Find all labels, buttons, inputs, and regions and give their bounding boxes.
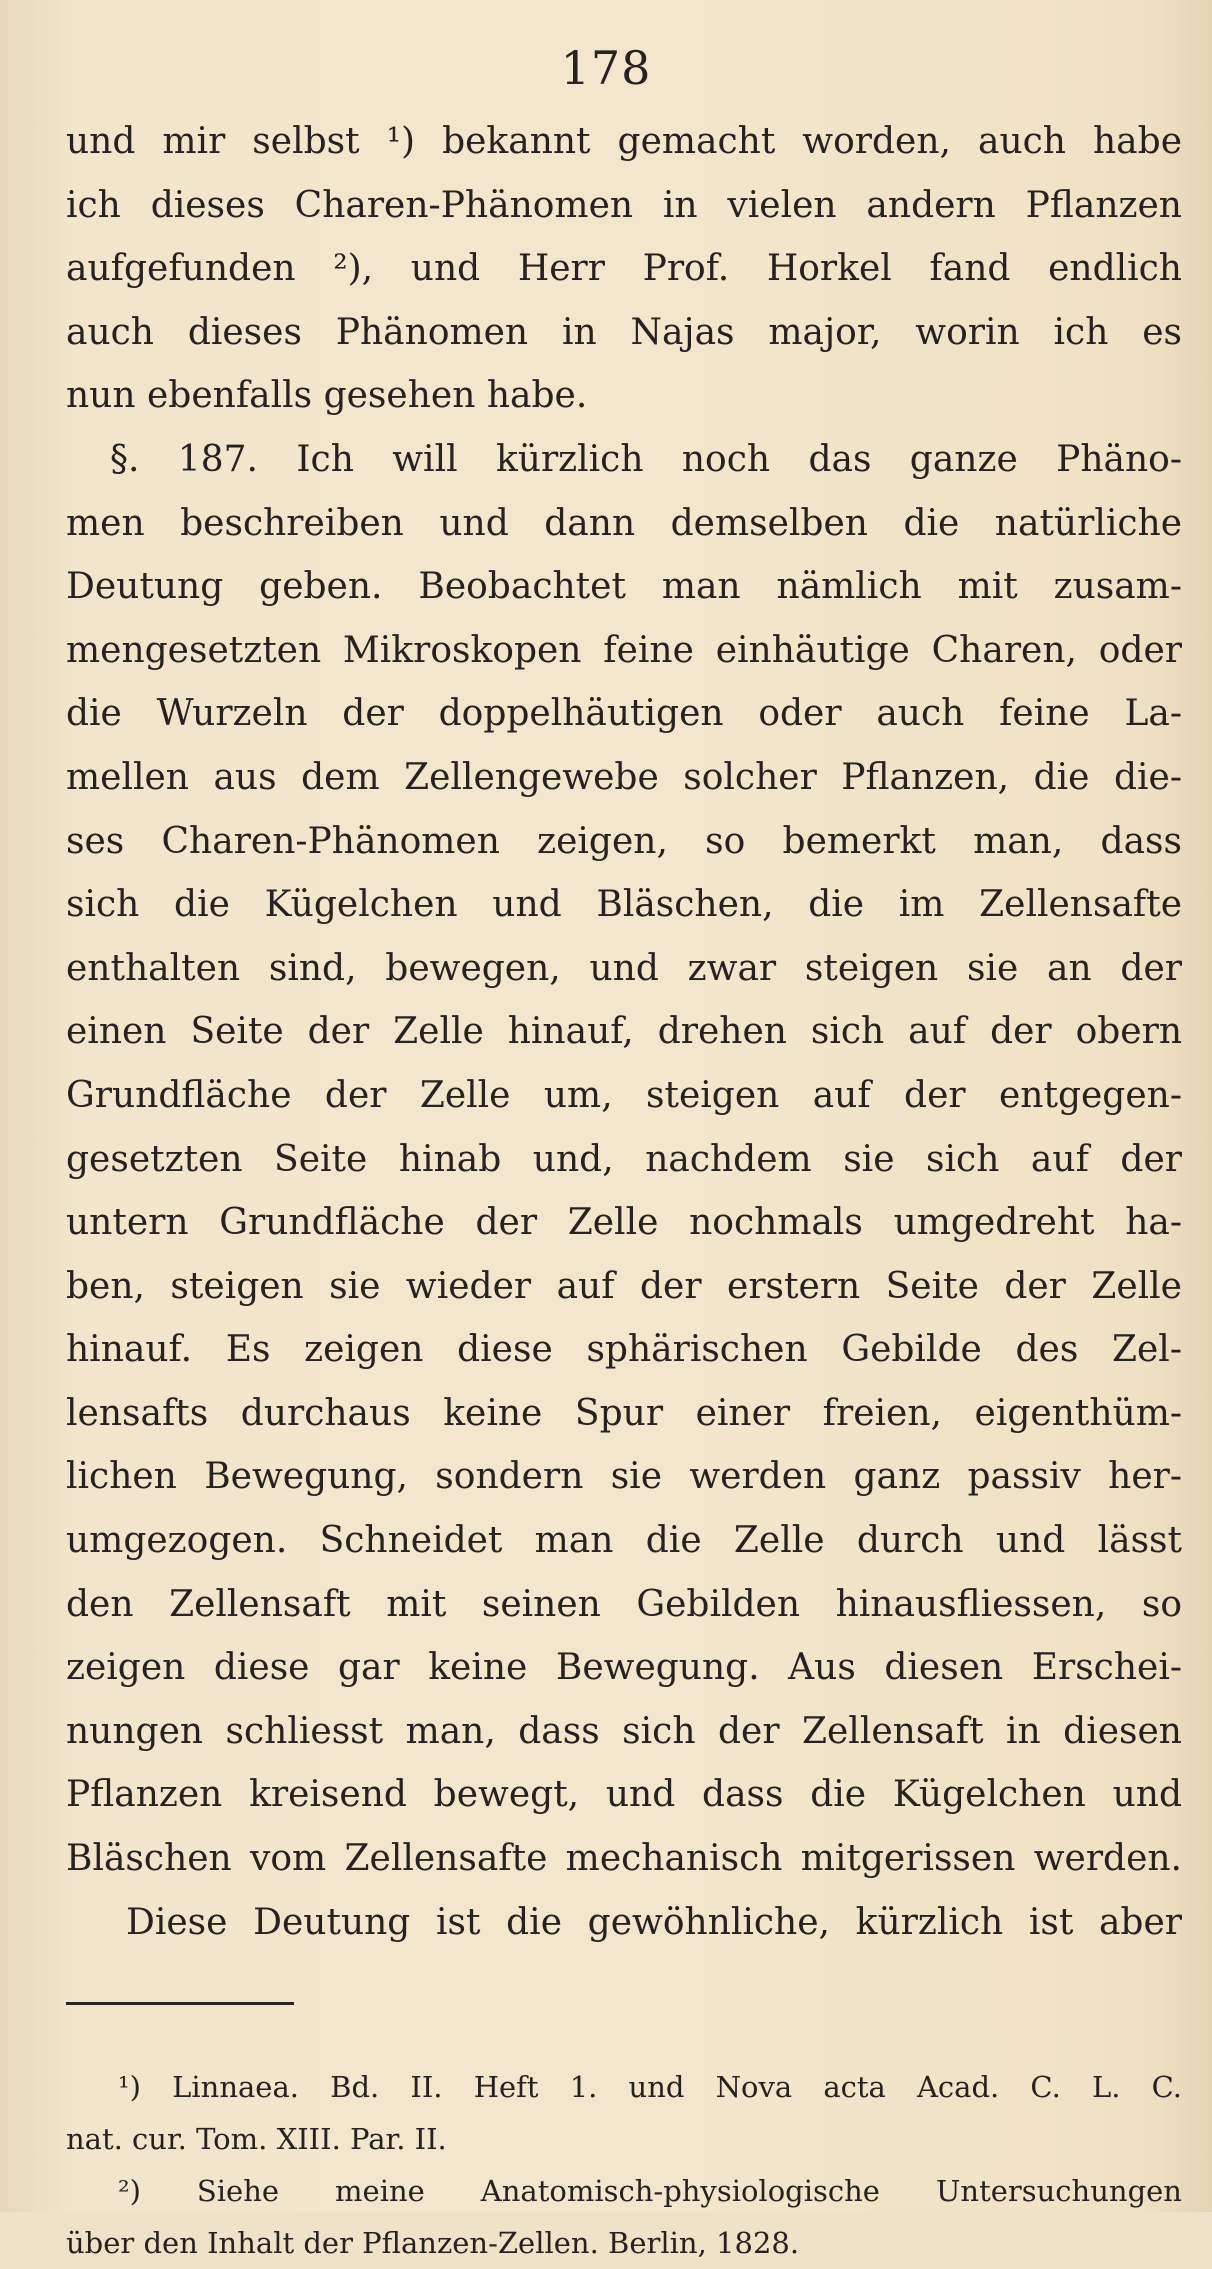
text-line: aufgefunden ²), und Herr Prof. Horkel fand endlich (66, 248, 1182, 290)
text-line: men beschreiben und dann demselben die natürliche (66, 502, 1182, 544)
footnote-divider (66, 2002, 294, 2005)
footnote-line: über den Inhalt der Pflanzen-Zellen. Berlin, 1828. (66, 2226, 800, 2261)
text-line: gesetzten Seite hinab und, nachdem sie sich auf der (66, 1138, 1182, 1180)
text-line: umgezogen. Schneidet man die Zelle durch und lässt (66, 1520, 1182, 1562)
text-line: ben, steigen sie wieder auf der erstern Seite der Zelle (66, 1265, 1182, 1307)
text-line: sich die Kügelchen und Bläschen, die im Zellensafte (66, 884, 1182, 926)
text-line: lensafts durchaus keine Spur einer freien, eigenthüm- (66, 1392, 1182, 1434)
text-line: nun ebenfalls gesehen habe. (66, 375, 588, 417)
body-text (66, 110, 1182, 1954)
text-line: Pflanzen kreisend bewegt, und dass die Kügelchen und (66, 1774, 1182, 1816)
text-line: zeigen diese gar keine Bewegung. Aus diesen Erschei- (66, 1647, 1182, 1689)
footnotes (66, 2061, 1182, 2269)
footnote-line: ¹) Linnaea. Bd. II. Heft 1. und Nova acta Acad. C. L. C. (118, 2070, 1182, 2105)
text-line: nungen schliesst man, dass sich der Zellensaft in diesen (66, 1710, 1182, 1752)
page-number: 178 (560, 41, 652, 95)
text-line: lichen Bewegung, sondern sie werden ganz passiv her- (66, 1456, 1182, 1498)
text-line: auch dieses Phänomen in Najas major, worin ich es (66, 311, 1182, 353)
text-line: Grundfläche der Zelle um, steigen auf der entgegen- (66, 1074, 1182, 1116)
text-line: Diese Deutung ist die gewöhnliche, kürzlich ist aber (126, 1901, 1182, 1943)
footnote-line: ²) Siehe meine Anatomisch-physiologische Untersuchungen (118, 2174, 1182, 2209)
text-line: mellen aus dem Zellengewebe solcher Pflanzen, die die- (66, 756, 1182, 798)
text-line: mengesetzten Mikroskopen feine einhäutige Charen, oder (66, 629, 1182, 671)
footnote-line: nat. cur. Tom. XIII. Par. II. (66, 2122, 447, 2157)
text-line: enthalten sind, bewegen, und zwar steigen sie an der (66, 947, 1182, 989)
text-line: die Wurzeln der doppelhäutigen oder auch feine La- (66, 693, 1182, 735)
text-line: Deutung geben. Beobachtet man nämlich mit zusam- (66, 566, 1182, 608)
text-line: hinauf. Es zeigen diese sphärischen Gebilde des Zel- (66, 1329, 1182, 1371)
text-line: einen Seite der Zelle hinauf, drehen sich auf der obern (66, 1011, 1182, 1053)
section-heading-line: §. 187. Ich will kürzlich noch das ganze Phäno- (110, 438, 1182, 480)
text-line: den Zellensaft mit seinen Gebilden hinausfliessen, so (66, 1583, 1182, 1625)
text-line: Bläschen vom Zellensafte mechanisch mitgerissen werden. (66, 1838, 1182, 1880)
text-line: ses Charen-Phänomen zeigen, so bemerkt man, dass (66, 820, 1182, 862)
text-line: und mir selbst ¹) bekannt gemacht worden, auch habe (66, 121, 1182, 162)
text-line: ich dieses Charen-Phänomen in vielen andern Pflanzen (66, 184, 1182, 226)
text-line: untern Grundfläche der Zelle nochmals umgedreht ha- (66, 1202, 1182, 1244)
